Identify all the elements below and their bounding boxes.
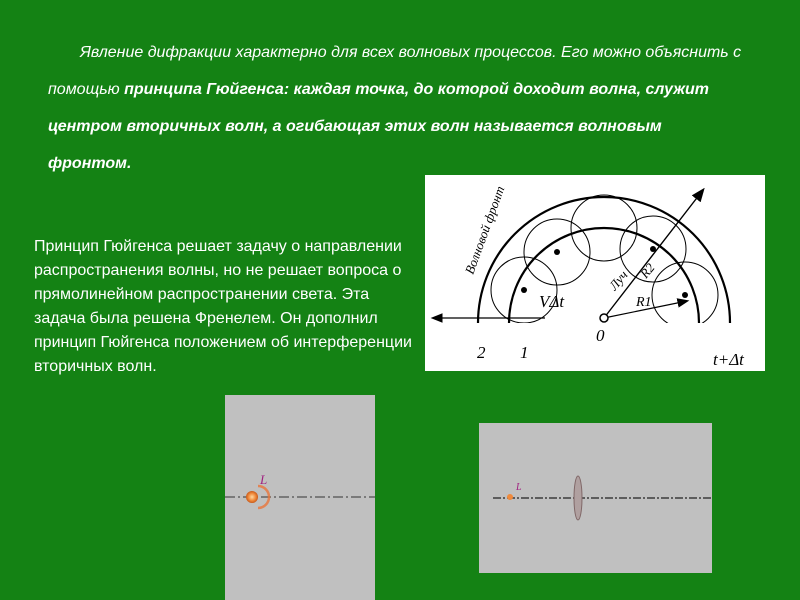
intro-text: Явление дифракции характерно для всех волновых процессов. Его можно объяснить с помощью: [48, 44, 742, 98]
source-label: L: [516, 482, 522, 493]
huygens-note-paragraph: Принцип Гюйгенса решает задачу о направлении распространения волны, но не решает вопроса о прямолинейном распространении света. Эта задача была решена Френелем. Он дополнил принцип Гюйгенса положением об интерференции вторичных волн.: [34, 238, 412, 375]
inner-wavefront-arc: [509, 228, 699, 323]
intro-paragraph: [48, 34, 748, 182]
ray-arrow: [604, 190, 703, 318]
ray-label: Луч: [605, 267, 631, 293]
intro-huygens-principle: принципа Гюйгенса: каждая точка, до которой доходит волна, служит центром вторичных волн, а огибающая этих волн называется волновым фронтом.: [48, 81, 710, 172]
lens: [574, 476, 582, 520]
label-1: 1: [520, 343, 529, 362]
time-label: t+Δt: [713, 350, 744, 369]
wavefront-point: [682, 292, 688, 298]
outer-wavefront-arc: [478, 197, 730, 323]
light-source-l: [246, 491, 258, 503]
light-source-l: [507, 494, 513, 500]
origin-label: 0: [596, 326, 605, 345]
wavefront-label: Волновой фронт: [461, 183, 508, 277]
wavefront-point: [521, 287, 527, 293]
huygens-diagram-svg: [425, 175, 765, 371]
r1-label: R1: [636, 295, 652, 310]
point-source-animation: [225, 395, 375, 600]
r2-label: R2: [636, 260, 658, 281]
wavefront-point: [554, 249, 560, 255]
source-label: L: [260, 472, 268, 487]
huygens-diagram: [425, 175, 765, 371]
lens-svg: [479, 423, 712, 573]
origin-point: [600, 314, 608, 322]
lens-animation: [479, 423, 712, 573]
vdt-label: VΔt: [539, 292, 565, 311]
point-source-svg: [225, 395, 375, 600]
label-2: 2: [477, 343, 486, 362]
wavefront-point: [650, 246, 656, 252]
